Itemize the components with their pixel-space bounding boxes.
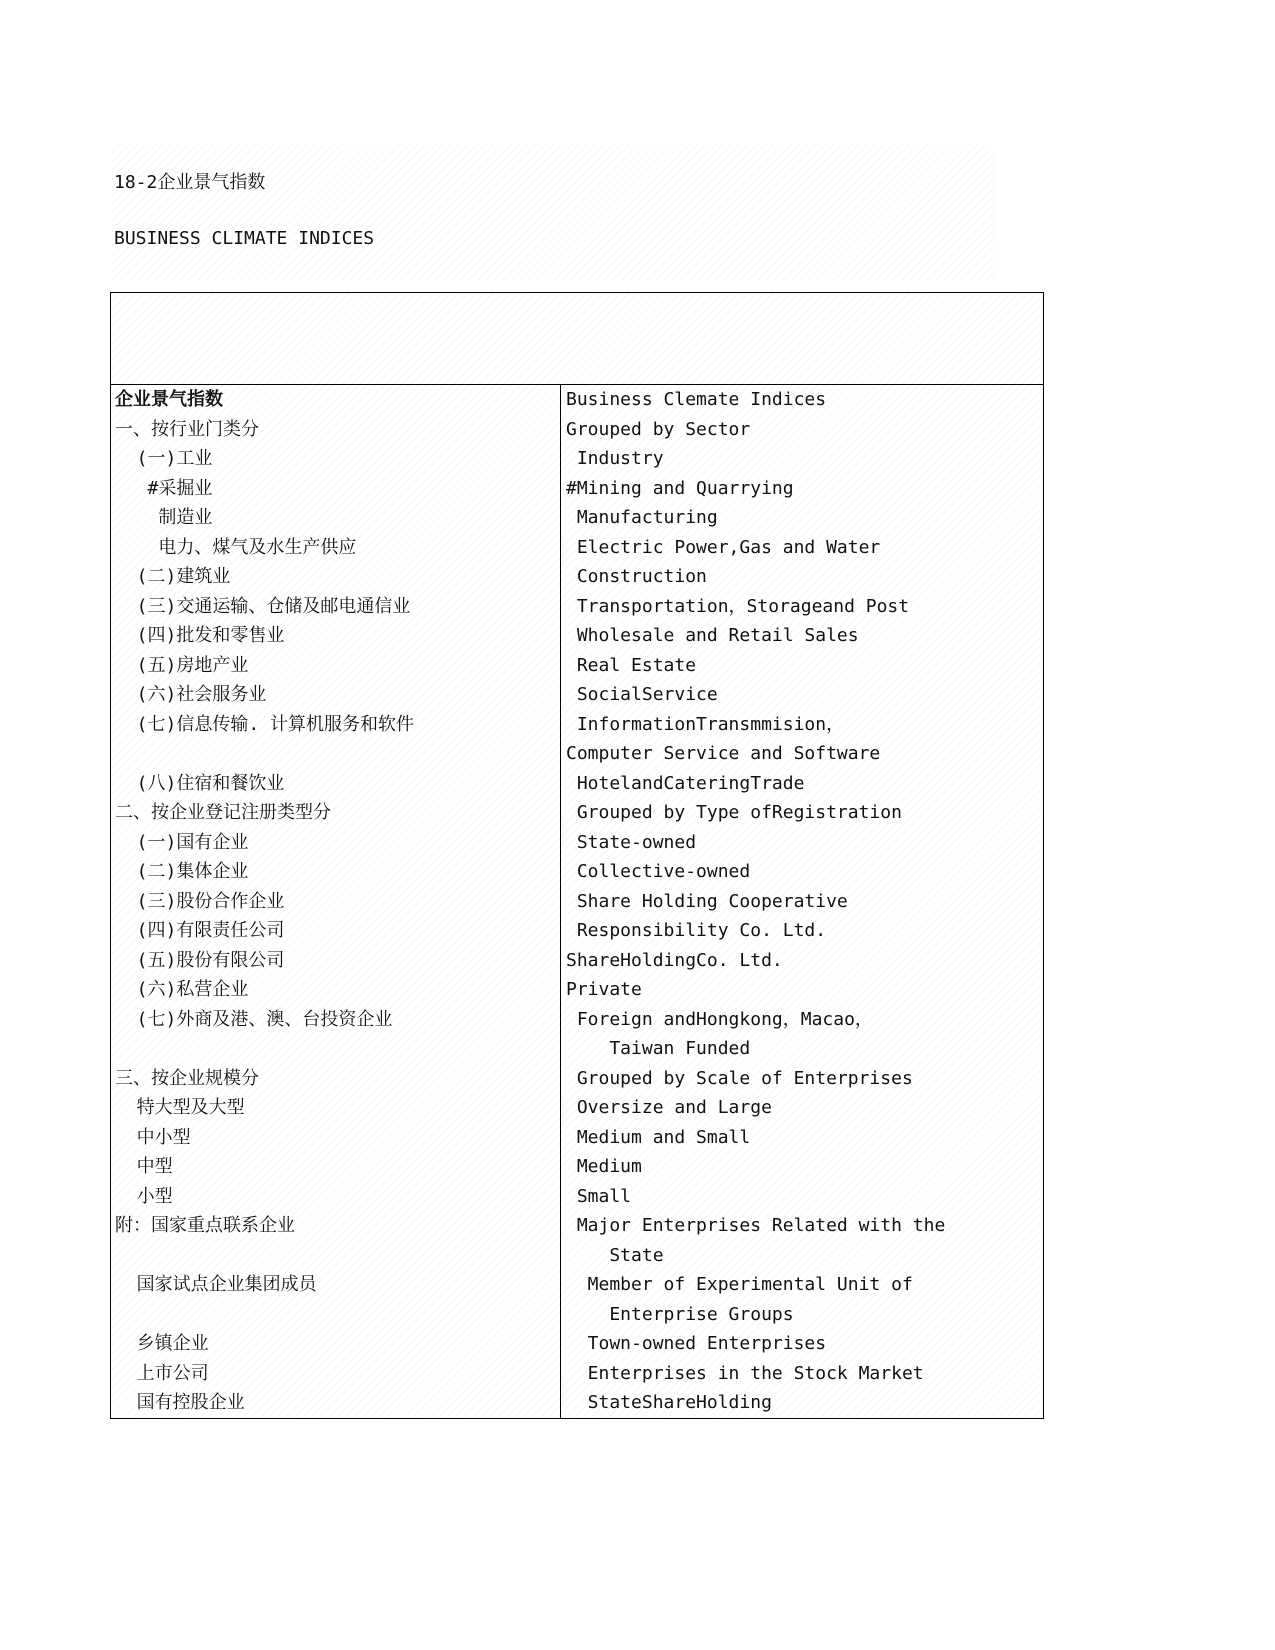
row-english-label: Small bbox=[566, 1185, 632, 1207]
row-chinese-label: (五)股份有限公司 bbox=[115, 949, 285, 971]
table-row bbox=[111, 562, 1043, 592]
row-chinese-label: 三、按企业规模分 bbox=[115, 1067, 259, 1089]
table-row bbox=[111, 503, 1043, 533]
row-chinese-label: (七)外商及港、澳、台投资企业 bbox=[115, 1008, 393, 1030]
table-row bbox=[111, 621, 1043, 651]
table-row bbox=[111, 444, 1043, 474]
row-chinese-label: 一、按行业门类分 bbox=[115, 418, 259, 440]
table-row bbox=[111, 533, 1043, 563]
row-english-label: HotelandCateringTrade bbox=[566, 772, 805, 794]
table-row bbox=[111, 769, 1043, 799]
table-row bbox=[111, 1329, 1043, 1359]
table-row bbox=[111, 1064, 1043, 1094]
row-chinese-label: 二、按企业登记注册类型分 bbox=[115, 802, 331, 823]
row-chinese-label: 乡镇企业 bbox=[115, 1333, 209, 1354]
table-row bbox=[111, 592, 1043, 622]
row-chinese-label: 上市公司 bbox=[115, 1362, 209, 1384]
table-row bbox=[111, 651, 1043, 681]
row-english-label: SocialService bbox=[566, 684, 718, 705]
table-row bbox=[111, 680, 1043, 710]
table-row bbox=[111, 385, 1043, 415]
table-row bbox=[111, 916, 1043, 946]
row-english-label: Business Clemate Indices bbox=[566, 389, 827, 410]
row-english-label: Foreign andHongkong，Macao， Taiwan Funded bbox=[576, 1008, 873, 1059]
title-english: BUSINESS CLIMATE INDICES bbox=[114, 228, 375, 249]
row-english-label: Grouped by Type ofRegistration bbox=[566, 802, 902, 823]
table-row bbox=[111, 710, 1043, 769]
row-chinese-label: (四)有限责任公司 bbox=[115, 920, 285, 941]
row-chinese-label: 附：国家重点联系企业 bbox=[115, 1215, 295, 1236]
row-chinese-label: (二)集体企业 bbox=[115, 861, 249, 882]
row-english-label: Real Estate bbox=[566, 654, 697, 676]
row-chinese-label: (一)国有企业 bbox=[115, 831, 249, 853]
row-english-label: Responsibility Co. Ltd. bbox=[566, 920, 827, 941]
row-english-label: Industry bbox=[566, 448, 664, 469]
row-chinese-label: (一)工业 bbox=[115, 448, 213, 469]
table-row bbox=[111, 828, 1043, 858]
table-row bbox=[111, 1005, 1043, 1064]
row-chinese-label: 小型 bbox=[115, 1185, 173, 1207]
row-english-label: ShareHoldingCo. Ltd. bbox=[566, 949, 783, 971]
row-chinese-label: (五)房地产业 bbox=[115, 654, 249, 676]
row-english-label: Share Holding Cooperative bbox=[566, 890, 848, 912]
row-english-label: #Mining and Quarrying bbox=[566, 477, 794, 499]
row-english-label: Enterprises in the Stock Market bbox=[566, 1362, 924, 1384]
table-row bbox=[111, 1123, 1043, 1153]
row-chinese-label: (七)信息传输. 计算机服务和软件 bbox=[115, 713, 415, 735]
row-english-label: Wholesale and Retail Sales bbox=[566, 625, 859, 646]
row-chinese-label: (八)住宿和餐饮业 bbox=[115, 772, 285, 794]
row-english-label: Electric Power,Gas and Water bbox=[566, 536, 881, 558]
row-chinese-label: 国家试点企业集团成员 bbox=[115, 1274, 317, 1295]
row-chinese-label: (六)私营企业 bbox=[115, 979, 249, 1000]
row-chinese-label: #采掘业 bbox=[115, 477, 213, 499]
row-chinese-label: (二)建筑业 bbox=[115, 566, 231, 587]
row-chinese-label: (三)交通运输、仓储及邮电通信业 bbox=[115, 595, 411, 617]
table-row bbox=[111, 1093, 1043, 1123]
row-english-label: Manufacturing bbox=[566, 507, 718, 528]
row-chinese-label: 制造业 bbox=[115, 507, 213, 528]
row-chinese-label: (三)股份合作企业 bbox=[115, 890, 285, 912]
table-row bbox=[111, 474, 1043, 504]
row-english-label: Medium and Small bbox=[566, 1126, 751, 1148]
table-row bbox=[111, 1152, 1043, 1182]
table-row bbox=[111, 415, 1043, 445]
row-english-label: Collective-owned bbox=[566, 861, 751, 882]
row-english-label: Medium bbox=[566, 1156, 642, 1177]
row-english-label: Town-owned Enterprises bbox=[566, 1333, 827, 1354]
table-row bbox=[111, 1270, 1043, 1329]
row-chinese-label: 电力、煤气及水生产供应 bbox=[115, 536, 357, 558]
row-english-label: Grouped by Scale of Enterprises bbox=[566, 1067, 913, 1089]
row-english-label: Oversize and Large bbox=[566, 1097, 772, 1118]
row-chinese-label: 中型 bbox=[115, 1156, 173, 1177]
table-row bbox=[111, 887, 1043, 917]
table-row bbox=[111, 1211, 1043, 1270]
row-english-label: Grouped by Sector bbox=[566, 418, 751, 440]
title-chinese: 18-2企业景气指数 bbox=[114, 172, 266, 193]
title-area bbox=[110, 146, 996, 280]
row-chinese-label: 国有控股企业 bbox=[115, 1392, 245, 1413]
row-english-label: Major Enterprises Related with the State bbox=[576, 1215, 946, 1266]
row-english-label: InformationTransmmision， Computer Service and Software bbox=[566, 713, 881, 764]
table-row bbox=[111, 1182, 1043, 1212]
table-row bbox=[111, 1359, 1043, 1389]
indices-table bbox=[110, 292, 1044, 1419]
table-row bbox=[111, 975, 1043, 1005]
row-chinese-label: 特大型及大型 bbox=[115, 1097, 245, 1118]
row-chinese-label: 企业景气指数 bbox=[115, 389, 223, 410]
row-chinese-label: (六)社会服务业 bbox=[115, 684, 267, 705]
row-english-label: Member of Experimental Unit of Enterprise Groups bbox=[587, 1274, 913, 1325]
table-header-blank bbox=[111, 293, 1043, 385]
table-row bbox=[111, 798, 1043, 828]
row-english-label: StateShareHolding bbox=[566, 1392, 772, 1413]
row-chinese-label: 中小型 bbox=[115, 1126, 191, 1148]
row-english-label: Construction bbox=[566, 566, 707, 587]
row-english-label: Transportation，Storageand Post bbox=[566, 595, 910, 617]
table-row bbox=[111, 946, 1043, 976]
row-chinese-label: (四)批发和零售业 bbox=[115, 625, 285, 646]
row-english-label: Private bbox=[566, 979, 642, 1000]
table-body bbox=[111, 385, 1043, 1418]
row-english-label: State-owned bbox=[566, 831, 697, 853]
table-row bbox=[111, 857, 1043, 887]
table-row bbox=[111, 1388, 1043, 1418]
